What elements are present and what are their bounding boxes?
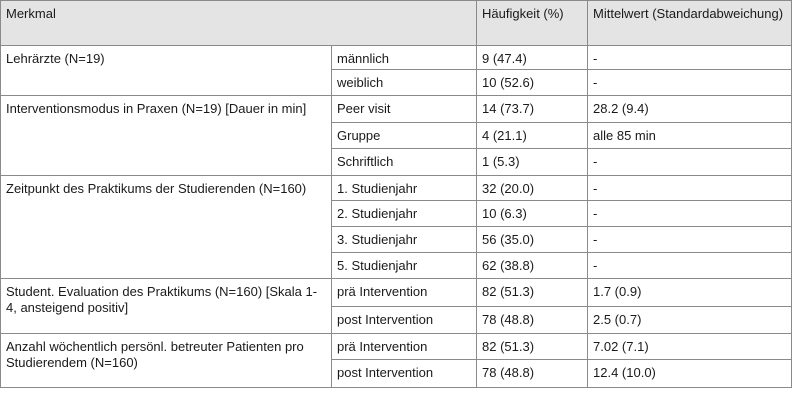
category-cell: männlich (332, 46, 477, 70)
frequency-cell: 1 (5.3) (477, 149, 588, 176)
mean-cell: 7.02 (7.1) (588, 334, 792, 360)
mean-cell: - (588, 176, 792, 201)
category-cell: 5. Studienjahr (332, 253, 477, 279)
mean-cell: - (588, 201, 792, 227)
category-cell: prä Intervention (332, 334, 477, 360)
frequency-cell: 10 (52.6) (477, 70, 588, 96)
group-label: Student. Evaluation des Praktikums (N=160) [Skala 1-4, ansteigend positiv] (1, 279, 332, 334)
frequency-cell: 4 (21.1) (477, 123, 588, 149)
mean-cell: - (588, 149, 792, 176)
table-row (1, 46, 792, 70)
mean-cell: - (588, 46, 792, 70)
group-label: Anzahl wöchentlich persönl. betreuter Patienten pro Studierendem (N=160) (1, 334, 332, 388)
table-row (1, 96, 792, 123)
group-label: Lehrärzte (N=19) (1, 46, 332, 96)
frequency-cell: 82 (51.3) (477, 334, 588, 360)
frequency-cell: 78 (48.8) (477, 360, 588, 388)
table-body (1, 1, 792, 388)
frequency-cell: 62 (38.8) (477, 253, 588, 279)
mean-cell: - (588, 70, 792, 96)
frequency-cell: 32 (20.0) (477, 176, 588, 201)
frequency-cell: 10 (6.3) (477, 201, 588, 227)
category-cell: prä Intervention (332, 279, 477, 307)
frequency-cell: 14 (73.7) (477, 96, 588, 123)
group-label: Zeitpunkt des Praktikums der Studierenden (N=160) (1, 176, 332, 279)
category-cell: Peer visit (332, 96, 477, 123)
category-cell: post Intervention (332, 360, 477, 388)
mean-cell: 12.4 (10.0) (588, 360, 792, 388)
table-row (1, 334, 792, 360)
table-row (1, 279, 792, 307)
category-cell: Schriftlich (332, 149, 477, 176)
header-merkmal: Merkmal (1, 1, 477, 46)
frequency-cell: 9 (47.4) (477, 46, 588, 70)
frequency-cell: 56 (35.0) (477, 227, 588, 253)
mean-cell: - (588, 227, 792, 253)
category-cell: 2. Studienjahr (332, 201, 477, 227)
group-label: Interventionsmodus in Praxen (N=19) [Dauer in min] (1, 96, 332, 176)
category-cell: 1. Studienjahr (332, 176, 477, 201)
category-cell: Gruppe (332, 123, 477, 149)
mean-cell: 28.2 (9.4) (588, 96, 792, 123)
table-row (1, 176, 792, 201)
header-row (1, 1, 792, 46)
mean-cell: alle 85 min (588, 123, 792, 149)
mean-cell: 1.7 (0.9) (588, 279, 792, 307)
category-cell: 3. Studienjahr (332, 227, 477, 253)
mean-cell: - (588, 253, 792, 279)
frequency-cell: 78 (48.8) (477, 307, 588, 334)
header-haeufigkeit: Häufigkeit (%) (477, 1, 588, 46)
category-cell: post Intervention (332, 307, 477, 334)
mean-cell: 2.5 (0.7) (588, 307, 792, 334)
category-cell: weiblich (332, 70, 477, 96)
header-mittelwert: Mittelwert (Standardabweichung) (588, 1, 792, 46)
frequency-cell: 82 (51.3) (477, 279, 588, 307)
